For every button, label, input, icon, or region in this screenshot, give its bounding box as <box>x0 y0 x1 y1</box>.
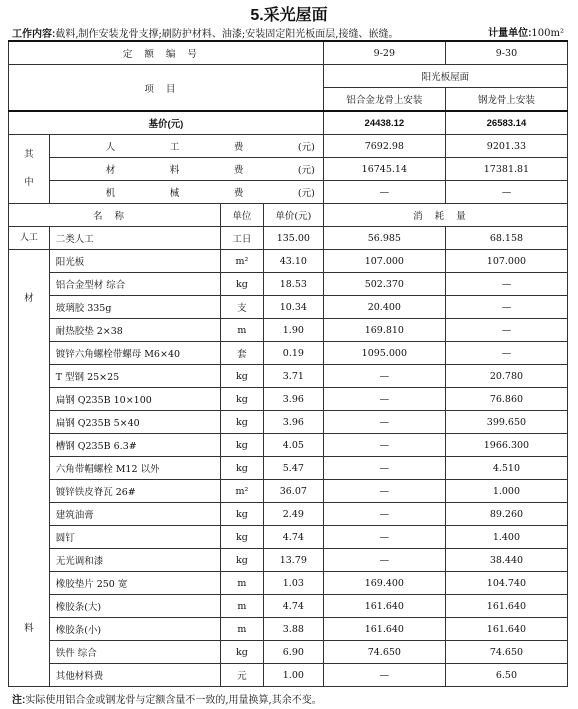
material-value-1: — <box>323 457 445 480</box>
cost-name-part: (元) <box>297 142 315 153</box>
material-value-2: 20.780 <box>445 365 567 388</box>
base-price-1: 24438.12 <box>323 111 445 135</box>
quota-no-label: 定额编号 <box>9 41 324 65</box>
material-group-char: 材 <box>24 293 34 304</box>
material-name: 无光调和漆 <box>49 549 220 572</box>
material-price: 10.34 <box>263 296 323 319</box>
material-value-1: — <box>323 503 445 526</box>
column-price: 单价(元) <box>263 204 323 227</box>
footnote-label: 注: <box>12 695 26 706</box>
cost-name-part: 材 <box>105 165 116 176</box>
material-value-2: 1.400 <box>445 526 567 549</box>
material-value-2: 38.440 <box>445 549 567 572</box>
base-price-row <box>9 111 568 135</box>
material-name: 建筑油膏 <box>49 503 220 526</box>
cost-value-1: — <box>323 181 445 204</box>
material-value-1: — <box>323 411 445 434</box>
material-row <box>9 411 568 434</box>
material-value-2: 4.510 <box>445 457 567 480</box>
material-unit: m <box>221 595 264 618</box>
material-name: 扁钢 Q235B 5×40 <box>49 411 220 434</box>
labor-name: 二类人工 <box>49 227 220 250</box>
cost-name-part: (元) <box>297 165 315 176</box>
material-value-2: 89.260 <box>445 503 567 526</box>
material-row <box>9 434 568 457</box>
material-row <box>9 503 568 526</box>
material-name: T 型钢 25×25 <box>49 365 220 388</box>
material-row <box>9 480 568 503</box>
material-unit: kg <box>221 457 264 480</box>
column-unit: 单位 <box>221 204 264 227</box>
cost-group-label <box>9 135 50 204</box>
material-value-1: 502.370 <box>323 273 445 296</box>
material-value-1: 107.000 <box>323 250 445 273</box>
material-value-2: 107.000 <box>445 250 567 273</box>
material-value-1: — <box>323 549 445 572</box>
material-name: 铁件 综合 <box>49 641 220 664</box>
material-name: 扁钢 Q235B 10×100 <box>49 388 220 411</box>
material-row <box>9 526 568 549</box>
material-group-char: 料 <box>24 623 34 634</box>
material-name: 槽钢 Q235B 6.3# <box>49 434 220 457</box>
material-row <box>9 342 568 365</box>
material-unit: m² <box>221 480 264 503</box>
cost-group-char: 中 <box>24 177 34 188</box>
material-value-2: — <box>445 273 567 296</box>
material-row <box>9 296 568 319</box>
material-unit: kg <box>221 365 264 388</box>
material-unit: 支 <box>221 296 264 319</box>
quota-code-1: 9-29 <box>323 41 445 65</box>
cost-row <box>9 181 568 204</box>
material-value-1: 20.400 <box>323 296 445 319</box>
cost-name-parts <box>50 162 323 176</box>
material-value-1: 1095.000 <box>323 342 445 365</box>
material-price: 5.47 <box>263 457 323 480</box>
material-value-1: — <box>323 434 445 457</box>
cost-name-part: 费 <box>233 165 244 176</box>
material-price: 3.96 <box>263 388 323 411</box>
material-row <box>9 572 568 595</box>
material-price: 18.53 <box>263 273 323 296</box>
material-unit: 元 <box>221 664 264 687</box>
column-name: 名称 <box>9 204 221 227</box>
material-price: 2.49 <box>263 503 323 526</box>
section-title: 5.采光屋面 <box>250 7 328 24</box>
material-value-2: 161.640 <box>445 595 567 618</box>
material-row <box>9 388 568 411</box>
material-value-2: 399.650 <box>445 411 567 434</box>
cost-row <box>9 135 568 158</box>
material-row <box>9 549 568 572</box>
material-row <box>9 319 568 342</box>
labor-value-1: 56.985 <box>323 227 445 250</box>
material-row <box>9 273 568 296</box>
material-unit: 套 <box>221 342 264 365</box>
material-unit: m <box>221 572 264 595</box>
material-name: 橡胶条(小) <box>49 618 220 641</box>
quota-code-2: 9-30 <box>445 41 567 65</box>
material-name: 铝合金型材 综合 <box>49 273 220 296</box>
material-unit: kg <box>221 641 264 664</box>
work-content <box>12 25 568 40</box>
material-row <box>9 457 568 480</box>
material-value-1: — <box>323 480 445 503</box>
cost-name-part: 机 <box>105 188 116 199</box>
material-unit: m <box>221 319 264 342</box>
material-value-1: 169.400 <box>323 572 445 595</box>
cost-name-part: (元) <box>297 188 315 199</box>
cost-name <box>49 181 323 204</box>
measurement-unit-value: 100m² <box>531 28 564 39</box>
material-unit: kg <box>221 434 264 457</box>
material-price: 43.10 <box>263 250 323 273</box>
material-name: 镀锌六角螺栓带螺母 M6×40 <box>49 342 220 365</box>
material-price: 1.90 <box>263 319 323 342</box>
material-unit: kg <box>221 549 264 572</box>
material-value-1: 74.650 <box>323 641 445 664</box>
material-price: 0.19 <box>263 342 323 365</box>
base-price-2: 26583.14 <box>445 111 567 135</box>
material-row <box>9 250 568 273</box>
material-value-2: 6.50 <box>445 664 567 687</box>
material-unit: kg <box>221 411 264 434</box>
labor-row <box>9 227 568 250</box>
material-unit: kg <box>221 503 264 526</box>
item-variant-1: 铝合金龙骨上安装 <box>323 88 445 112</box>
item-category: 阳光板屋面 <box>323 65 567 88</box>
material-name: 圆钉 <box>49 526 220 549</box>
material-name: 玻璃胶 335g <box>49 296 220 319</box>
material-row <box>9 664 568 687</box>
material-value-2: 1.000 <box>445 480 567 503</box>
cost-value-2: 17381.81 <box>445 158 567 181</box>
column-header-row <box>9 204 568 227</box>
material-price: 36.07 <box>263 480 323 503</box>
footnote-text: 实际使用铝合金或钢龙骨与定额含量不一致的,用量换算,其余不变。 <box>25 695 322 706</box>
labor-price: 135.00 <box>263 227 323 250</box>
labor-group-label: 人工 <box>9 227 50 250</box>
measurement-unit <box>488 24 564 39</box>
cost-group-char: 其 <box>24 149 34 160</box>
cost-value-1: 16745.14 <box>323 158 445 181</box>
material-row <box>9 365 568 388</box>
material-name: 镀锌铁皮脊瓦 26# <box>49 480 220 503</box>
cost-name-parts <box>50 185 323 199</box>
work-content-label: 工作内容: <box>12 29 56 40</box>
item-label: 项目 <box>9 65 324 112</box>
material-name: 阳光板 <box>49 250 220 273</box>
material-value-2: 161.640 <box>445 618 567 641</box>
material-price: 6.90 <box>263 641 323 664</box>
material-price: 3.88 <box>263 618 323 641</box>
cost-name-parts <box>50 139 323 153</box>
material-name: 其他材料费 <box>49 664 220 687</box>
material-unit: kg <box>221 273 264 296</box>
material-unit: kg <box>221 526 264 549</box>
material-row <box>9 641 568 664</box>
material-value-2: 74.650 <box>445 641 567 664</box>
measurement-unit-label: 计量单位: <box>488 28 532 39</box>
column-consumption: 消耗量 <box>323 204 567 227</box>
material-value-1: 161.640 <box>323 618 445 641</box>
header-row-item <box>9 65 568 88</box>
work-content-text: 截料,制作安装龙骨支撑;刷防护材料、油漆;安装固定阳光板面层,接缝、嵌缝。 <box>55 29 399 40</box>
cost-value-1: 7692.98 <box>323 135 445 158</box>
cost-row <box>9 158 568 181</box>
cost-name-part: 械 <box>169 188 180 199</box>
material-value-1: 169.810 <box>323 319 445 342</box>
material-value-1: — <box>323 664 445 687</box>
material-price: 4.74 <box>263 526 323 549</box>
material-unit: m <box>221 618 264 641</box>
material-unit: kg <box>221 388 264 411</box>
cost-name-part: 费 <box>233 188 244 199</box>
material-value-2: 104.740 <box>445 572 567 595</box>
material-value-2: 1966.300 <box>445 434 567 457</box>
material-price: 4.05 <box>263 434 323 457</box>
material-value-2: — <box>445 296 567 319</box>
material-name: 六角带帽螺栓 M12 以外 <box>49 457 220 480</box>
cost-value-2: — <box>445 181 567 204</box>
quota-table <box>8 40 568 687</box>
material-unit: m² <box>221 250 264 273</box>
cost-name <box>49 135 323 158</box>
item-variant-2: 钢龙骨上安装 <box>445 88 567 112</box>
material-name: 橡胶垫片 250 宽 <box>49 572 220 595</box>
base-price-label: 基价(元) <box>9 111 324 135</box>
material-price: 1.00 <box>263 664 323 687</box>
labor-unit: 工日 <box>221 227 264 250</box>
material-value-2: — <box>445 342 567 365</box>
material-value-2: — <box>445 319 567 342</box>
material-row <box>9 595 568 618</box>
material-group-label <box>9 250 50 687</box>
header-row-quota-no <box>9 41 568 65</box>
material-value-1: — <box>323 526 445 549</box>
material-price: 13.79 <box>263 549 323 572</box>
cost-name-part: 料 <box>169 165 180 176</box>
cost-value-2: 9201.33 <box>445 135 567 158</box>
footnote <box>12 691 322 706</box>
material-value-1: — <box>323 388 445 411</box>
cost-name-part: 人 <box>105 142 116 153</box>
material-price: 3.96 <box>263 411 323 434</box>
cost-name-part: 工 <box>169 142 180 153</box>
cost-name <box>49 158 323 181</box>
material-name: 耐热胶垫 2×38 <box>49 319 220 342</box>
labor-value-2: 68.158 <box>445 227 567 250</box>
cost-name-part: 费 <box>233 142 244 153</box>
material-value-1: 161.640 <box>323 595 445 618</box>
material-price: 3.71 <box>263 365 323 388</box>
material-value-2: 76.860 <box>445 388 567 411</box>
material-name: 橡胶条(大) <box>49 595 220 618</box>
material-value-1: — <box>323 365 445 388</box>
material-price: 1.03 <box>263 572 323 595</box>
material-price: 4.74 <box>263 595 323 618</box>
material-row <box>9 618 568 641</box>
